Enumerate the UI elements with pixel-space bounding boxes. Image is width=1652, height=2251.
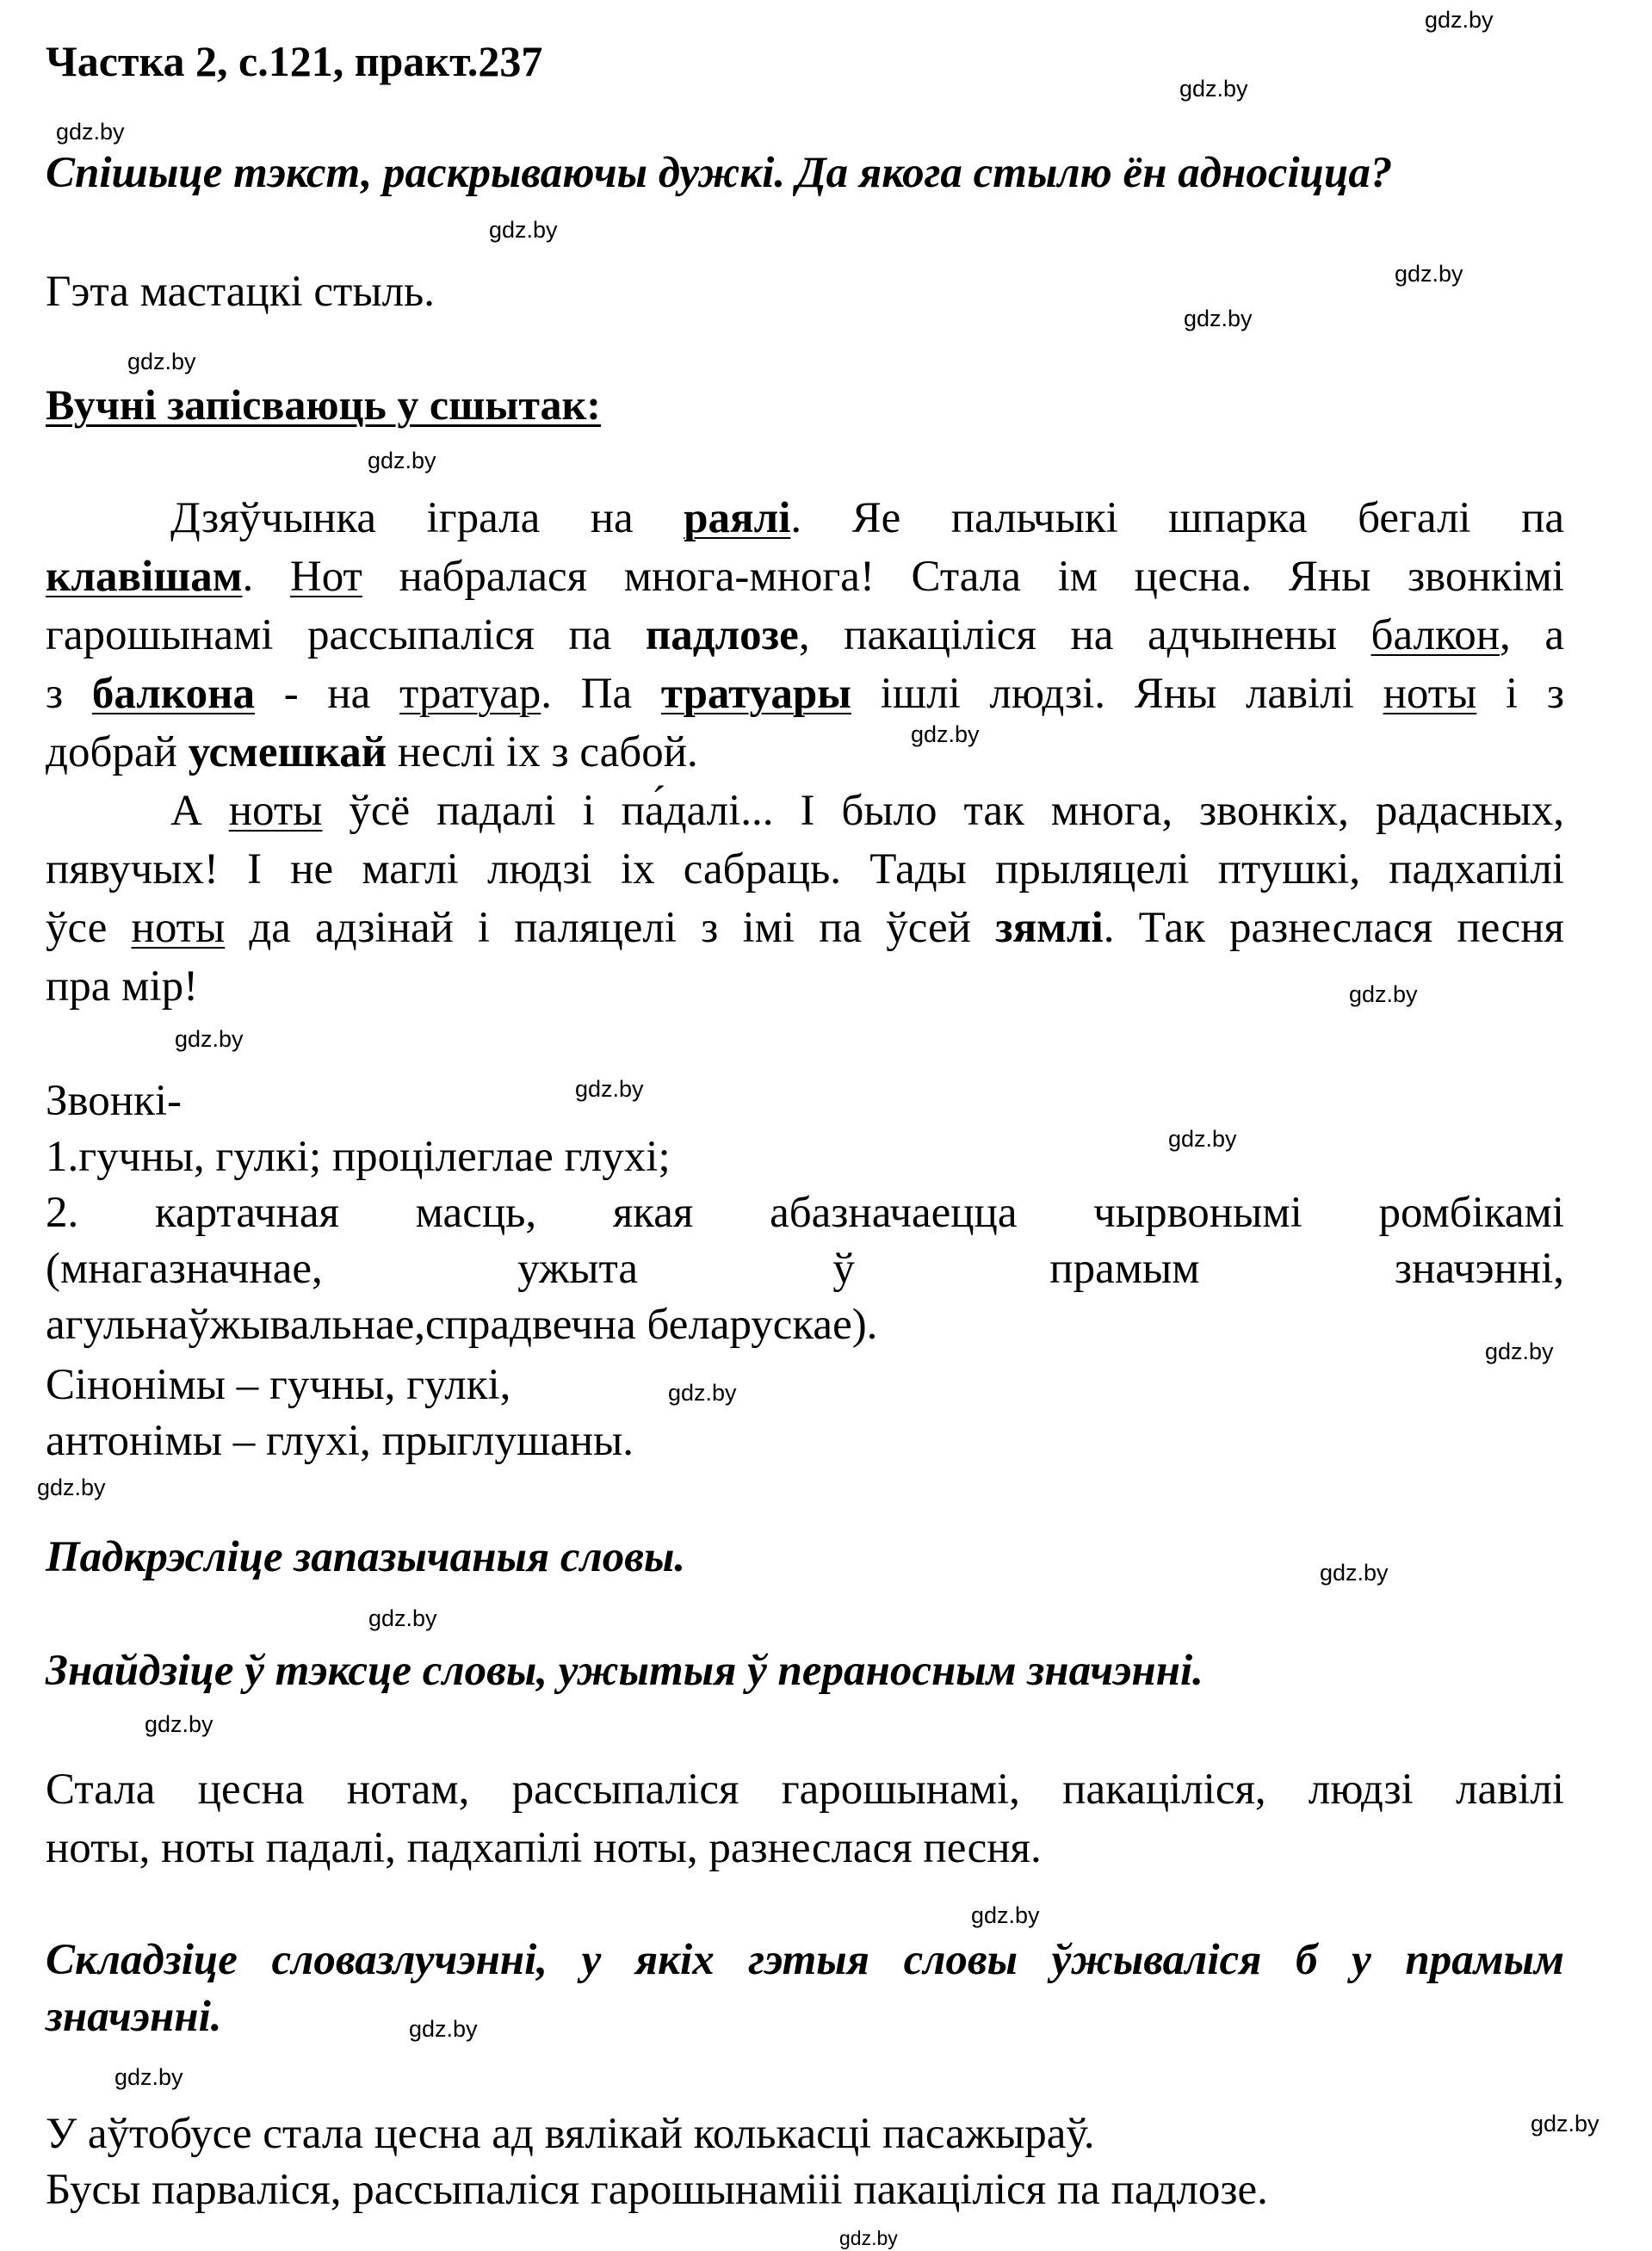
antonyms: антонімы – глухі, прыглушаны. <box>46 1417 634 1465</box>
watermark: gdz.by <box>1179 76 1248 102</box>
synonyms: Сінонімы – гучны, гулкі, <box>46 1361 511 1409</box>
watermark: gdz.by <box>409 2016 478 2042</box>
p2-line-4: пра мір! <box>46 962 199 1011</box>
watermark: gdz.by <box>1184 306 1253 331</box>
task-4-instruction-line-2: значэнні. <box>46 1993 222 2041</box>
task-2-instruction: Падкрэсліце запазычаныя словы. <box>46 1533 686 1581</box>
word-balkona: балкона <box>91 670 256 718</box>
word-noty: ноты <box>228 787 323 835</box>
vocab-def-2-line-3: агульнаўжывальнае,спрадвечна беларускае). <box>46 1301 878 1349</box>
vocab-def-1: 1.гучны, гулкі; процілеглае глухі; <box>46 1133 671 1181</box>
watermark: gdz.by <box>575 1076 644 1102</box>
word-noty: ноты <box>131 904 226 952</box>
watermark: gdz.by <box>1168 1126 1237 1152</box>
watermark: gdz.by <box>1320 1560 1389 1586</box>
word-tratuar: тратуар <box>399 670 541 718</box>
task-3-answer-line-1: Стала цесна нотам, рассыпаліся гарошынамі, пакаціліся, людзі лавілі <box>46 1766 1564 1814</box>
task-3-instruction: Знайдзіце ў тэксце словы, ужытыя ў пераносным значэнні. <box>46 1647 1203 1695</box>
watermark: gdz.by <box>1485 1339 1554 1364</box>
word-padloze: падлозе <box>645 611 799 659</box>
task-1-answer: Гэта мастацкі стыль. <box>46 268 436 316</box>
watermark: gdz.by <box>368 1605 437 1631</box>
watermark: gdz.by <box>368 448 436 473</box>
p1-line-3: гарошынамі рассыпаліся па падлозе, пакаціліся на адчынены балкон, а <box>46 611 1564 659</box>
notebook-label: Вучні запісваюць у сшытак: <box>46 380 601 429</box>
p1-line-2: клавішам. Нот набралася многа-многа! Стала ім цесна. Яны звонкімі <box>46 553 1565 601</box>
word-zyamli: зямлі <box>995 904 1104 952</box>
word-noty: ноты <box>1383 670 1477 718</box>
watermark: gdz.by <box>56 119 125 145</box>
word-tratuary: тратуары <box>660 670 851 718</box>
word-usmeshkay: усмешкай <box>188 728 387 776</box>
task-4-answer-line-1: У аўтобусе стала цесна ад вялікай колькасці пасажыраў. <box>46 2110 1095 2158</box>
task-4-answer-line-2: Бусы парваліся, рассыпаліся гарошынамііі пакаціліся па падлозе. <box>46 2166 1268 2214</box>
watermark: gdz.by <box>489 217 558 243</box>
p2-line-1: А ноты ўсё падалі і па́далі... І было так многа, звонкіх, радасных, <box>170 787 1564 835</box>
watermark: gdz.by <box>114 2064 183 2090</box>
watermark: gdz.by <box>668 1380 737 1406</box>
watermark: gdz.by <box>37 1475 106 1500</box>
watermark: gdz.by <box>1349 981 1418 1007</box>
word-not: Нот <box>289 553 362 601</box>
page-title: Частка 2, с.121, практ.237 <box>46 37 543 85</box>
watermark: gdz.by <box>1395 261 1463 287</box>
p1-line-1: Дзяўчынка іграла на раялі. Яе пальчыкі шпарка бегалі па <box>170 494 1564 542</box>
word-rayali: раялі <box>684 494 791 542</box>
watermark: gdz.by <box>145 1711 213 1737</box>
p1-line-5: добрай усмешкай неслі іх з сабой. <box>46 728 698 776</box>
vocab-def-2-line-1: 2. картачная масць, якая абазначаецца чырвонымі ромбікамі <box>46 1189 1564 1237</box>
watermark: gdz.by <box>1531 2111 1599 2137</box>
p2-line-2: пявучых! І не маглі людзі іх сабраць. Тады прыляцелі птушкі, падхапілі <box>46 845 1564 894</box>
task-1-instruction: Спішыце тэкст, раскрываючы дужкі. Да якога стылю ён адносіцца? <box>46 149 1393 197</box>
p1-line-4: з балкона - на тратуар. Па тратуары ішлі людзі. Яны лавілі ноты і з <box>46 670 1564 718</box>
watermark: gdz.by <box>911 721 980 747</box>
watermark: gdz.by <box>839 2227 898 2249</box>
vocab-def-2-line-2: (мнагазначнае, ужыта ў прамым значэнні, <box>46 1245 1564 1293</box>
word-klavisham: клавішам <box>46 553 243 601</box>
task-3-answer-line-2: ноты, ноты падалі, падхапілі ноты, разнеслася песня. <box>46 1824 1042 1872</box>
watermark: gdz.by <box>127 349 196 374</box>
p2-line-3: ўсе ноты да адзінай і паляцелі з імі па ўсей зямлі. Так разнеслася песня <box>46 904 1564 952</box>
word-balkon: балкон <box>1370 611 1500 659</box>
watermark: gdz.by <box>175 1026 244 1052</box>
watermark: gdz.by <box>1425 7 1494 33</box>
task-4-instruction-line-1: Складзіце словазлучэнні, у якіх гэтыя словы ўжываліся б у прамым <box>46 1936 1564 1984</box>
watermark: gdz.by <box>971 1902 1040 1928</box>
vocab-word: Звонкі- <box>46 1077 183 1125</box>
